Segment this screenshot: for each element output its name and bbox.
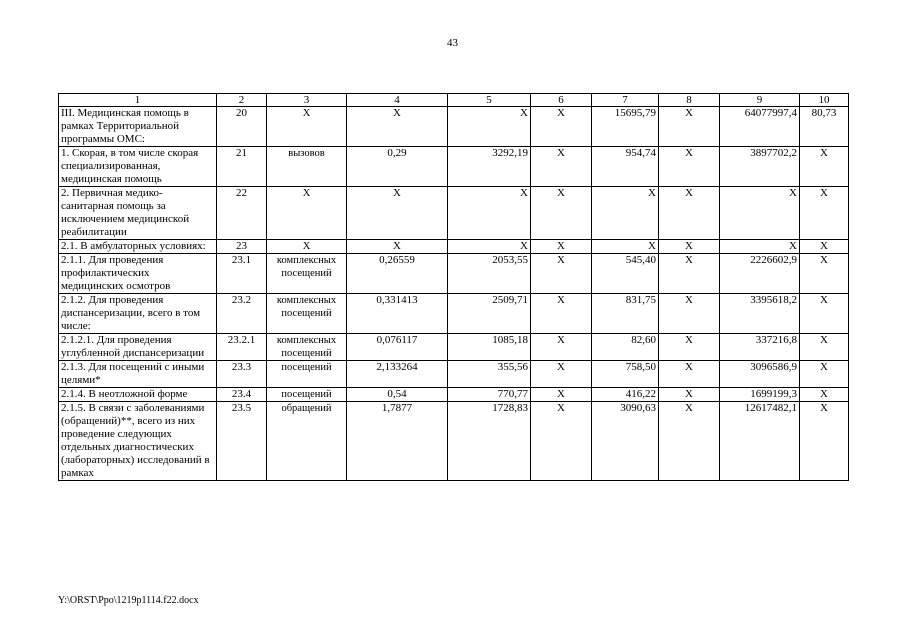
table-header-row	[59, 94, 849, 107]
table-row	[59, 147, 849, 187]
row-col6-cell: Х	[531, 388, 592, 402]
row-col6-cell: Х	[531, 147, 592, 187]
row-col5-cell: Х	[448, 240, 531, 254]
row-col8-cell: Х	[659, 334, 720, 361]
row-col10-cell: Х	[800, 334, 849, 361]
table-row	[59, 402, 849, 481]
row-col9-cell: 3395618,2	[720, 294, 800, 334]
header-cell: 3	[267, 94, 347, 107]
row-col5-cell: 2053,55	[448, 254, 531, 294]
row-col10-cell: Х	[800, 361, 849, 388]
row-col7-cell: 758,50	[592, 361, 659, 388]
row-col4-cell: 2,133264	[347, 361, 448, 388]
row-col5-cell: Х	[448, 107, 531, 147]
row-col10-cell: 80,73	[800, 107, 849, 147]
row-col9-cell: 64077997,4	[720, 107, 800, 147]
row-col10-cell: Х	[800, 240, 849, 254]
header-cell: 6	[531, 94, 592, 107]
row-col8-cell: Х	[659, 147, 720, 187]
row-name-cell: 2.1.2.1. Для проведения углубленной диспансеризации	[59, 334, 217, 361]
row-col5-cell: 355,56	[448, 361, 531, 388]
row-col10-cell: Х	[800, 254, 849, 294]
row-code-cell: 23.2.1	[217, 334, 267, 361]
row-col4-cell: Х	[347, 107, 448, 147]
row-col8-cell: Х	[659, 107, 720, 147]
row-col8-cell: Х	[659, 388, 720, 402]
row-col5-cell: 1728,83	[448, 402, 531, 481]
row-col9-cell: 1699199,3	[720, 388, 800, 402]
row-code-cell: 23.5	[217, 402, 267, 481]
row-code-cell: 23	[217, 240, 267, 254]
row-unit-cell: посещений	[267, 388, 347, 402]
table-row	[59, 294, 849, 334]
header-cell: 1	[59, 94, 217, 107]
row-col10-cell: Х	[800, 187, 849, 240]
row-col6-cell: Х	[531, 402, 592, 481]
row-code-cell: 23.2	[217, 294, 267, 334]
footer-file-path: Y:\ORST\Ppo\1219p1114.f22.docx	[58, 595, 199, 606]
row-col4-cell: 0,26559	[347, 254, 448, 294]
row-col4-cell: 0,29	[347, 147, 448, 187]
row-unit-cell: комплексных посещений	[267, 254, 347, 294]
row-col9-cell: 3897702,2	[720, 147, 800, 187]
row-col5-cell: Х	[448, 187, 531, 240]
table-row	[59, 388, 849, 402]
row-name-cell: 1. Скорая, в том числе скорая специализированная, медицинская помощь	[59, 147, 217, 187]
row-col7-cell: 545,40	[592, 254, 659, 294]
row-col9-cell: 12617482,1	[720, 402, 800, 481]
row-col8-cell: Х	[659, 254, 720, 294]
table-row	[59, 240, 849, 254]
row-col5-cell: 1085,18	[448, 334, 531, 361]
row-code-cell: 23.3	[217, 361, 267, 388]
table-row	[59, 107, 849, 147]
header-cell: 9	[720, 94, 800, 107]
row-col6-cell: Х	[531, 240, 592, 254]
row-name-cell: 2.1.5. В связи с заболеваниями (обращений)**, всего из них проведение следующих отдельных диагностических (лабораторных) исследований в рамках	[59, 402, 217, 481]
row-col6-cell: Х	[531, 107, 592, 147]
row-col8-cell: Х	[659, 187, 720, 240]
row-col6-cell: Х	[531, 254, 592, 294]
row-col6-cell: Х	[531, 187, 592, 240]
row-col4-cell: Х	[347, 240, 448, 254]
row-col6-cell: Х	[531, 294, 592, 334]
row-col9-cell: 337216,8	[720, 334, 800, 361]
row-col9-cell: 3096586,9	[720, 361, 800, 388]
row-unit-cell: обращений	[267, 402, 347, 481]
row-col8-cell: Х	[659, 402, 720, 481]
row-col7-cell: Х	[592, 240, 659, 254]
row-code-cell: 21	[217, 147, 267, 187]
row-code-cell: 23.1	[217, 254, 267, 294]
header-cell: 10	[800, 94, 849, 107]
row-name-cell: 2. Первичная медико-санитарная помощь за исключением медицинской реабилитации	[59, 187, 217, 240]
table-row	[59, 361, 849, 388]
row-col9-cell: Х	[720, 187, 800, 240]
row-col9-cell: Х	[720, 240, 800, 254]
row-col8-cell: Х	[659, 240, 720, 254]
row-col4-cell: 0,54	[347, 388, 448, 402]
row-unit-cell: Х	[267, 240, 347, 254]
row-code-cell: 22	[217, 187, 267, 240]
row-col10-cell: Х	[800, 147, 849, 187]
row-col7-cell: 831,75	[592, 294, 659, 334]
row-name-cell: 2.1.4. В неотложной форме	[59, 388, 217, 402]
table-row	[59, 334, 849, 361]
row-unit-cell: Х	[267, 107, 347, 147]
row-col7-cell: Х	[592, 187, 659, 240]
row-unit-cell: посещений	[267, 361, 347, 388]
row-col9-cell: 2226602,9	[720, 254, 800, 294]
row-col10-cell: Х	[800, 402, 849, 481]
data-table	[58, 93, 849, 481]
row-unit-cell: комплексных посещений	[267, 334, 347, 361]
header-cell: 5	[448, 94, 531, 107]
row-name-cell: 2.1.2. Для проведения диспансеризации, всего в том числе:	[59, 294, 217, 334]
row-col5-cell: 2509,71	[448, 294, 531, 334]
header-cell: 4	[347, 94, 448, 107]
row-name-cell: 2.1.3. Для посещений с иными целями*	[59, 361, 217, 388]
row-name-cell: III. Медицинская помощь в рамках Территориальной программы ОМС:	[59, 107, 217, 147]
row-code-cell: 23.4	[217, 388, 267, 402]
row-col4-cell: Х	[347, 187, 448, 240]
row-col7-cell: 15695,79	[592, 107, 659, 147]
table-row	[59, 254, 849, 294]
row-col7-cell: 82,60	[592, 334, 659, 361]
header-cell: 2	[217, 94, 267, 107]
row-col6-cell: Х	[531, 361, 592, 388]
row-col4-cell: 0,331413	[347, 294, 448, 334]
row-unit-cell: комплексных посещений	[267, 294, 347, 334]
row-unit-cell: вызовов	[267, 147, 347, 187]
row-col10-cell: Х	[800, 294, 849, 334]
row-col7-cell: 3090,63	[592, 402, 659, 481]
row-col4-cell: 0,076117	[347, 334, 448, 361]
row-col7-cell: 954,74	[592, 147, 659, 187]
row-col8-cell: Х	[659, 361, 720, 388]
header-cell: 7	[592, 94, 659, 107]
row-col8-cell: Х	[659, 294, 720, 334]
page-number: 43	[447, 37, 458, 49]
row-col10-cell: Х	[800, 388, 849, 402]
row-unit-cell: Х	[267, 187, 347, 240]
table-row	[59, 187, 849, 240]
row-code-cell: 20	[217, 107, 267, 147]
row-name-cell: 2.1. В амбулаторных условиях:	[59, 240, 217, 254]
row-col5-cell: 3292,19	[448, 147, 531, 187]
row-name-cell: 2.1.1. Для проведения профилактических медицинских осмотров	[59, 254, 217, 294]
header-cell: 8	[659, 94, 720, 107]
row-col4-cell: 1,7877	[347, 402, 448, 481]
row-col6-cell: Х	[531, 334, 592, 361]
row-col7-cell: 416,22	[592, 388, 659, 402]
row-col5-cell: 770,77	[448, 388, 531, 402]
